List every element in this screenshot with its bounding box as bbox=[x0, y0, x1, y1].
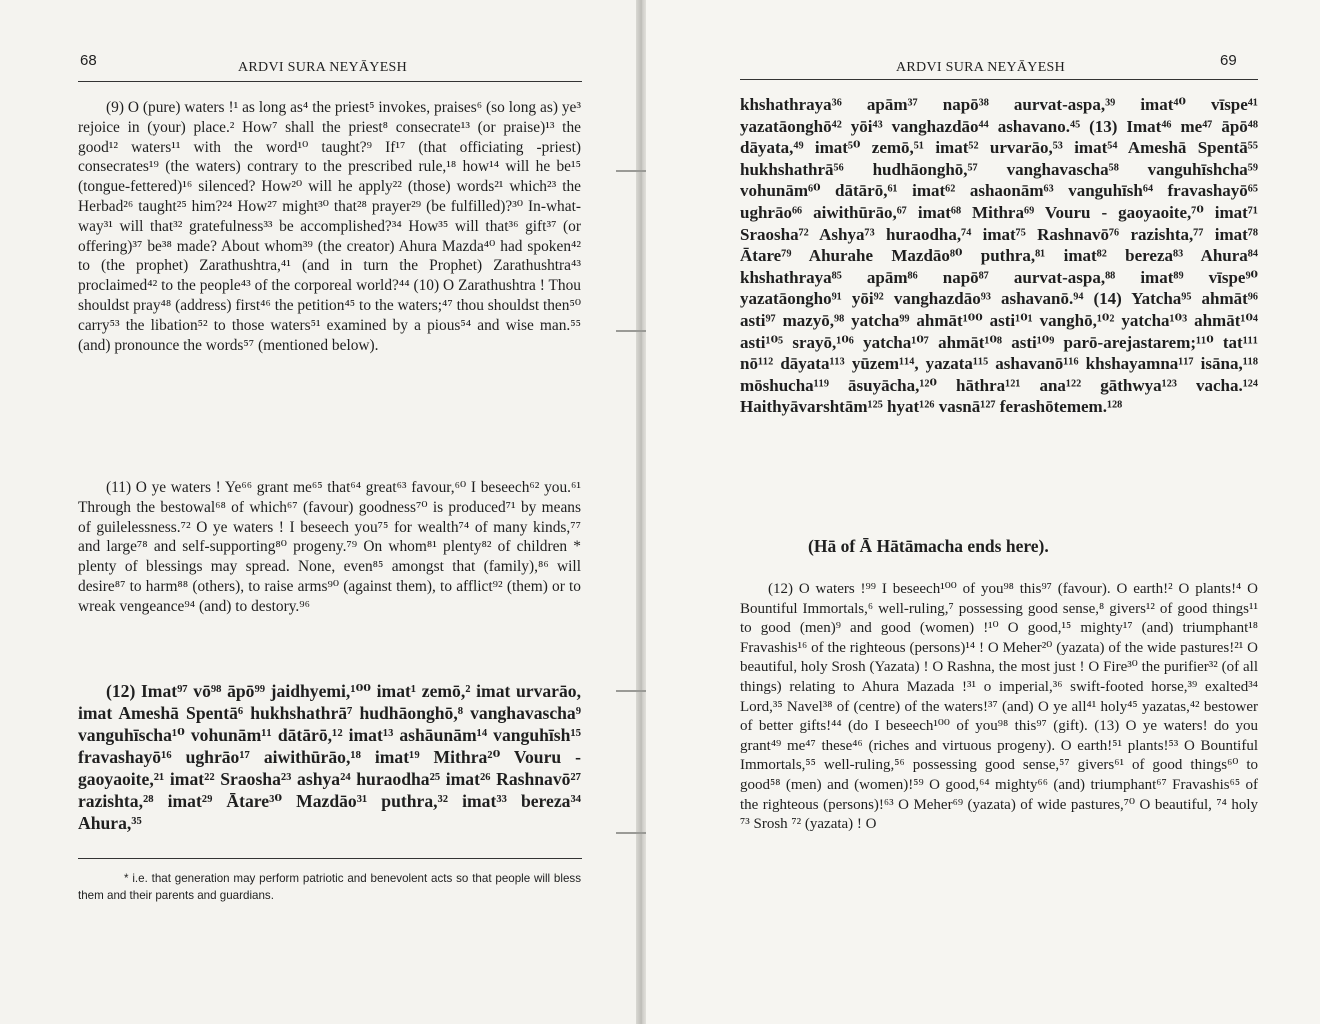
left-page bbox=[0, 0, 640, 1024]
paragraph-13-14-avestan: khshathraya³⁶ apām³⁷ napō³⁸ aurvat-aspa,³⁹ imat⁴⁰ vīspe⁴¹ yazatāonghō⁴² yōi⁴³ vanghazdāo⁴⁴ ashavano.⁴⁵ (13) Imat⁴⁶ me⁴⁷ āpō⁴⁸ dāyata,⁴⁹ imat⁵⁰ zemō,⁵¹ imat⁵² urvarāo,⁵³ imat⁵⁴ Ameshā Spentā⁵⁵ hukhshathrā⁵⁶ hudhāonghō,⁵⁷ vanghavascha⁵⁸ vanguhīshcha⁵⁹ vohunām⁶⁰ dātārō,⁶¹ imat⁶² ashaonām⁶³ vanguhīsh⁶⁴ fravashayō⁶⁵ ughrāo⁶⁶ aiwithūrāo,⁶⁷ imat⁶⁸ Mithra⁶⁹ Vouru - gaoyaoite,⁷⁰ imat⁷¹ Sraosha⁷² Ashya⁷³ huraodha,⁷⁴ imat⁷⁵ Rashnavō⁷⁶ razishta,⁷⁷ imat⁷⁸ Ātare⁷⁹ Ahurahe Mazdāo⁸⁰ puthra,⁸¹ imat⁸² bereza⁸³ Ahura⁸⁴ khshathraya⁸⁵ apām⁸⁶ napō⁸⁷ aurvat-aspa,⁸⁸ imat⁸⁹ vīspe⁹⁰ yazatāongho⁹¹ yōi⁹² vanghazdāo⁹³ ashavanō.⁹⁴ (14) Yatcha⁹⁵ ahmāt⁹⁶ asti⁹⁷ mazyō,⁹⁸ yatcha⁹⁹ ahmāt¹⁰⁰ asti¹⁰¹ vanghō,¹⁰² yatcha¹⁰³ ahmāt¹⁰⁴ asti¹⁰⁵ srayō,¹⁰⁶ yatcha¹⁰⁷ ahmāt¹⁰⁸ asti¹⁰⁹ parō-arejastarem;¹¹⁰ tat¹¹¹ nō¹¹² dāyata¹¹³ yūzem¹¹⁴, yazata¹¹⁵ ashavanō¹¹⁶ khshayamna¹¹⁷ isāna,¹¹⁸ mōshucha¹¹⁹ āsuyācha,¹²⁰ hāthra¹²¹ ana¹²² gāthwya¹²³ vacha.¹²⁴ Haithyāvarshtām¹²⁵ hyat¹²⁶ vasnā¹²⁷ ferashōtemem.¹²⁸ bbox=[740, 95, 1258, 417]
page-number-right: 69 bbox=[1220, 52, 1237, 69]
right-avestan-block bbox=[740, 94, 1258, 418]
section-end-heading: (Hā of Ā Hātāmacha ends here). bbox=[808, 536, 1049, 556]
page-number-left: 68 bbox=[80, 52, 97, 69]
left-avestan-block bbox=[78, 680, 581, 834]
right-page bbox=[646, 0, 1320, 1024]
right-text-block bbox=[740, 580, 1258, 835]
left-text-block bbox=[78, 98, 581, 355]
paragraph-9-10: (9) O (pure) waters !¹ as long as⁴ the priest⁵ invokes, praises⁶ (so long as) ye³ rejoice in (your) place.² How⁷ shall the priest⁸ consecrate¹³ (or praise)¹³ the good¹² waters¹¹ with the word¹⁰ taught?⁹ If¹⁷ (that officiating -priest) consecrates¹⁹ (the waters) contrary to the prescribed rule,¹⁸ how¹⁴ will he be¹⁵ (tongue-fettered)¹⁶ silenced? How²⁰ will he apply²² (those) words²¹ which²³ the Herbad²⁶ taught²⁵ him?²⁴ How²⁷ might³⁰ that²⁸ prayer²⁹ (be fulfilled)?³⁰ In-what-way³¹ will that³² gratefulness³³ be accomplished?³⁴ How³⁵ will that³⁶ gift³⁷ (or offering)³⁷ be³⁸ made? About whom³⁹ (the creator) Ahura Mazda⁴⁰ had spoken⁴² to (the prophet) Zarathushtra,⁴¹ (and in turn the Prophet) Zarathushtra⁴³ proclaimed⁴² to the people⁴³ of the corporeal world?⁴⁴ (10) O Zarathushtra ! Thou shouldst pray⁴⁸ (address) first⁴⁶ the petition⁴⁵ to the waters;⁴⁷ thou shouldst then⁵⁰ carry⁵³ the libation⁵² to those waters⁵¹ examined by a pious⁵⁴ and wise man.⁵⁵ (and) pronounce the words⁵⁷ (mentioned below). bbox=[78, 99, 581, 354]
left-text-block-2 bbox=[78, 478, 581, 617]
footnote bbox=[78, 870, 581, 904]
running-head-left: ARDVI SURA NEYĀYESH bbox=[238, 60, 408, 75]
paragraph-11: (11) O ye waters ! Ye⁶⁶ grant me⁶⁵ that⁶⁴ great⁶³ favour,⁶⁰ I beseech⁶² you.⁶¹ Through the bestowal⁶⁸ of which⁶⁷ (favour) goodness⁷⁰ is produced⁷¹ by means of guilelessness.⁷² O ye waters ! I beseech you⁷⁵ for wealth⁷⁴ of many kinds,⁷⁷ and large⁷⁸ and self-supporting⁸⁰ progeny.⁷⁹ On whom⁸¹ plenty⁸² of children * plenty of blessings may spread. None, even⁸⁵ amongst that (family),⁸⁶ will desire⁸⁷ to harm⁸⁸ (others), to raise arms⁹⁰ (against them), to afflict⁹² (them) or to wreak vengeance⁹⁴ (and) to destory.⁹⁶ bbox=[78, 479, 581, 615]
paragraph-12-13-translation: (12) O waters !⁹⁹ I beseech¹⁰⁰ of you⁹⁸ this⁹⁷ (favour). O earth!² O plants!⁴ O Bountiful Immortals,⁶ well-ruling,⁷ possessing good sense,⁸ givers¹² of good things¹¹ to good (men)⁹ and good (women) !¹⁰ O good,¹⁵ mighty¹⁷ (and) triumphant¹⁸ Fravashis¹⁶ of the righteous (persons)¹⁴ ! O Meher²⁰ (yazata) of the wide pastures!²¹ O beautiful, holy Srosh (Yazata) ! O Rashna, the most just ! O Fire³⁰ the purifier³² (of all things) relating to Ahura Mazada !³¹ o imperial,³⁶ swift-footed horse,³⁹ exalted³⁴ Lord,³⁵ Navel³⁸ of (centre) of the waters!³⁷ (and) O ye all⁴¹ holy⁴⁵ yazatas,⁴² bestower of better gifts!⁴⁴ (do I beseech¹⁰⁰ of you⁹⁸ this⁹⁷ (gift). (13) O ye waters! do you grant⁴⁹ me⁴⁷ these⁴⁶ (riches and virtuous progeny). O earth!⁵¹ plants!⁵³ O Bountiful Immortals,⁵⁵ well-ruling,⁵⁶ possessing good sense,⁵⁷ givers⁶¹ of good things⁶⁰ to good⁵⁸ (men) and (women)!⁵⁹ O good,⁶⁴ mighty⁶⁶ (and) triumphant⁶⁷ Fravashis⁶⁵ of the righteous (persons)!⁶³ O Meher⁶⁹ (yazata) of wide pastures,⁷⁰ O beautiful, ⁷⁴ holy ⁷³ Srosh ⁷² (yazata) ! O bbox=[740, 581, 1258, 833]
paragraph-12-avestan: (12) Imat⁹⁷ vō⁹⁸ āpō⁹⁹ jaidhyemi,¹⁰⁰ imat¹ zemō,² imat urvarāo, imat Ameshā Spentā⁶ hukhshathrā⁷ hudhāonghō,⁸ vanghavascha⁹ vanguhīscha¹⁰ vohunām¹¹ dātārō,¹² imat¹³ ashāunām¹⁴ vanguhīsh¹⁵ fravashayō¹⁶ ughrāo¹⁷ aiwithūrāo,¹⁸ imat¹⁹ Mithra²⁰ Vouru - gaoyaoite,²¹ imat²² Sraosha²³ ashya²⁴ huraodha²⁵ imat²⁶ Rashnavō²⁷ razishta,²⁸ imat²⁹ Ātare³⁰ Mazdāo³¹ puthra,³² imat³³ bereza³⁴ Ahura,³⁵ bbox=[78, 681, 581, 833]
header-rule-left bbox=[78, 81, 582, 82]
header-rule-right bbox=[740, 79, 1258, 80]
footnote-rule bbox=[78, 858, 582, 859]
footnote-text: * i.e. that generation may perform patriotic and benevolent acts so that people will bless them and their parents and guardians. bbox=[78, 872, 581, 902]
running-head-right: ARDVI SURA NEYĀYESH bbox=[896, 60, 1066, 75]
